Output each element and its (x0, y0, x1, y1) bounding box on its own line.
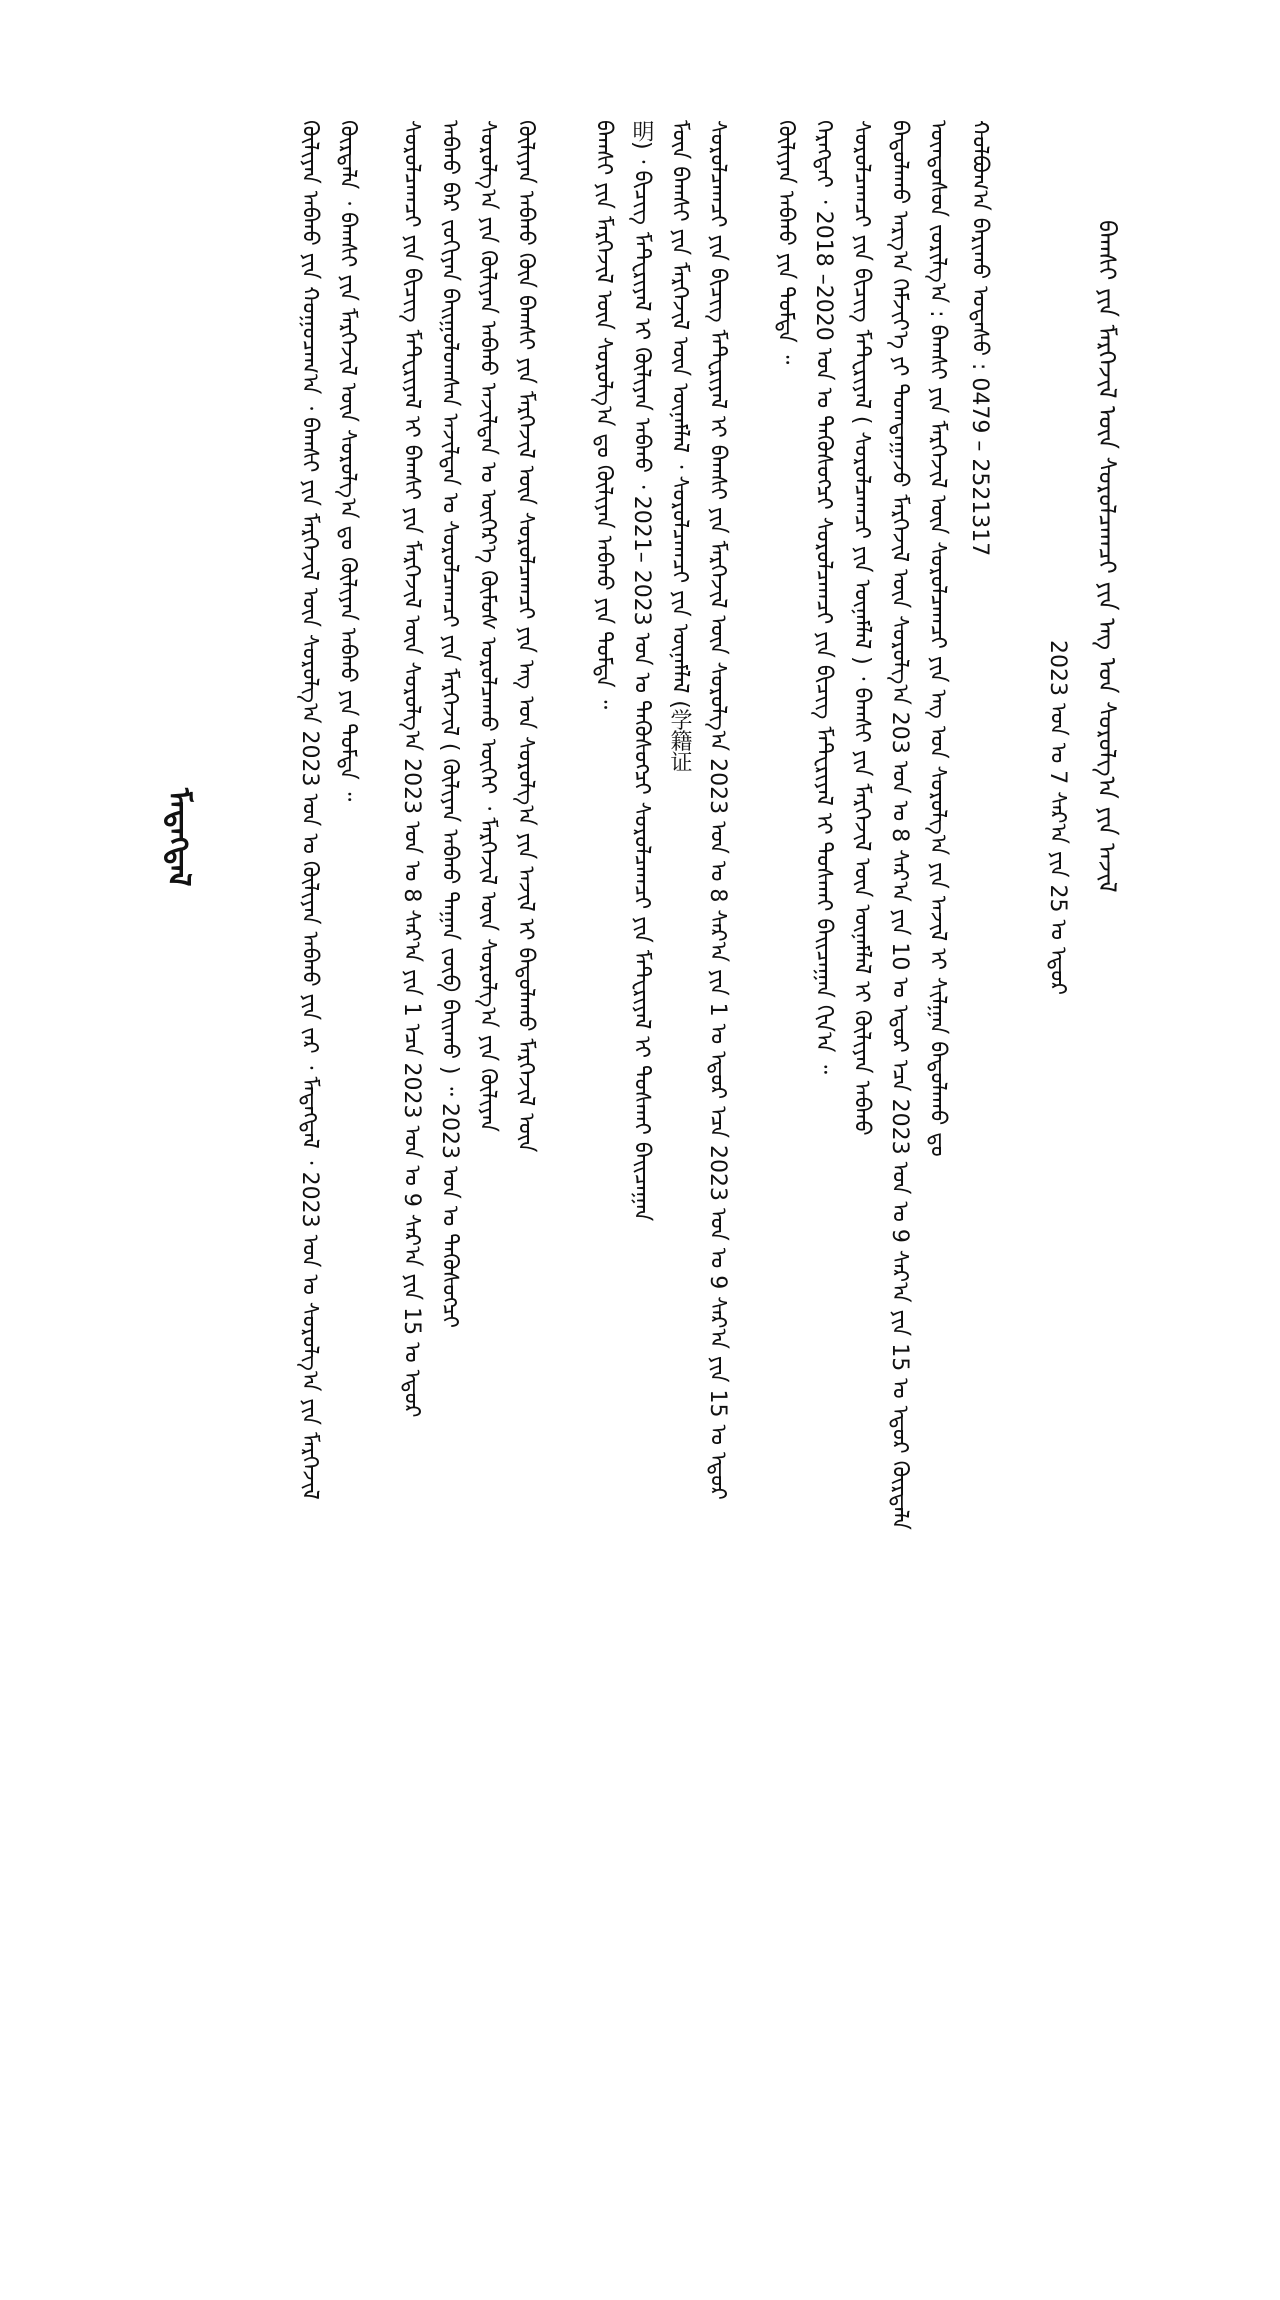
paragraph-1-line-1: ᠦᠨᠳᠦᠰᠦᠨ ᠵᠣᠷᠢᠯᠭ᠎ᠠ : ᠪᠠᠭᠰᠢ ᠶᠢᠨ ᠮᠡᠷᠭᠡᠵᠢᠯ ᠦᠨ ᠰᠤᠷᠤᠯᠴᠠᠭᠴᠢ ᠶᠢᠨ ᠡᠩ ᠤᠨ ᠰᠤᠷᠤᠯᠭ᠎ᠠ ᠶᠢᠨ ᠠᠵᠢᠯ ᠢ ᠰᠢᠯᠭᠠᠨ ᠪᠠᠲᠤᠯᠠᠬᠤ ᠳᠤ (925, 120, 950, 1157)
document-date: 2023 ᠣᠨ ᠤ 7 ᠰᠠᠷ᠎ᠠ ᠶᠢᠨ 25 ᠤ ᠡᠳᠦᠷ (1045, 640, 1070, 995)
signature-mark: ᠮᠡᠳᠡᠭᠳᠡᠯ (161, 788, 196, 887)
paragraph-1-line-2: ᠪᠠᠲᠤᠯᠠᠬᠤ ᠠᠷᠭ᠎ᠠ ᠬᠡᠮᠵᠢᠶ᠎ᠡ ᠶᠢ ᠲᠣᠭᠲᠠᠭᠠᠵᠤ ᠮᠡᠷᠭᠡᠵᠢᠯ ᠦᠨ ᠰᠤᠷᠤᠯᠭ᠎ᠠ 203 ᠣᠨ ᠤ 8 ᠰᠠᠷ᠎ᠠ ᠶᠢᠨ 10 ᠤ ᠡᠳᠦᠷ ᠡᠴᠡ 2023 ᠣᠨ ᠤ 9 ᠰᠠᠷ᠎ᠠ ᠶᠢᠨ 15 ᠤ ᠡᠳᠦᠷ ᠬᠦᠷᠲᠡᠯᠡ (887, 120, 912, 1530)
paragraph-2-line-4: ᠪᠠᠭᠰᠢ ᠶᠢᠨ ᠮᠡᠷᠭᠡᠵᠢᠯ ᠦᠨ ᠰᠤᠷᠤᠯᠭ᠎ᠠ ᠳᠤ ᠬᠦᠯᠢᠶᠡᠨ ᠠᠪᠬᠤ ᠶᠢᠨ ᠳᠤᠮᠳᠠ ᠃ (591, 120, 616, 710)
paragraph-3-line-4: ᠰᠤᠷᠤᠯᠴᠠᠭᠴᠢ ᠶᠢᠨ ᠪᠢᠴᠢᠭ᠌ ᠮᠠᠲ᠋ᠧᠷᠢᠶᠠᠯ ᠢ ᠪᠠᠭᠰᠢ ᠶᠢᠨ ᠮᠡᠷᠭᠡᠵᠢᠯ ᠦᠨ ᠰᠤᠷᠤᠯᠭ᠎ᠠ 2023 ᠣᠨ ᠤ 8 ᠰᠠᠷ᠎ᠠ ᠶᠢᠨ 1 ᠡᠴᠡ 2023 ᠣᠨ ᠤ 9 ᠰᠠᠷ᠎ᠠ ᠶᠢᠨ 15 ᠤ ᠡᠳᠦᠷ (399, 120, 424, 1418)
paragraph-1-line-3: ᠰᠤᠷᠤᠯᠴᠠᠭᠴᠢ ᠶᠢᠨ ᠪᠢᠴᠢᠭ᠌ ᠮᠠᠲ᠋ᠧᠷᠢᠶᠠᠯ ( ᠰᠤᠷᠤᠯᠴᠠᠭᠴᠢ ᠶᠢᠨ ᠦᠨᠡᠮᠯᠡᠯ ) ᠂ ᠪᠠᠭᠰᠢ ᠶᠢᠨ ᠮᠡᠷᠭᠡᠵᠢᠯ ᠦᠨ ᠦᠨᠡᠮᠯᠡᠯ ᠢ ᠬᠦᠯᠢᠶᠡᠨ ᠠᠪᠬᠤ (849, 120, 874, 1136)
paragraph-3-line-1: ᠬᠦᠯᠢᠶᠡᠨ ᠠᠪᠬᠤ ᠬᠦᠨ ᠪᠠᠭᠰᠢ ᠶᠢᠨ ᠮᠡᠷᠭᠡᠵᠢᠯ ᠦᠨ ᠰᠤᠷᠤᠯᠴᠠᠭᠴᠢ ᠶᠢᠨ ᠡᠩ ᠤᠨ ᠰᠤᠷᠤᠯᠭ᠎ᠠ ᠶᠢᠨ ᠠᠵᠢᠯ ᠢ ᠪᠠᠲᠤᠯᠠᠬᠤ ᠮᠡᠷᠭᠡᠵᠢᠯ ᠦᠨ (513, 120, 538, 1153)
paragraph-3-line-3: ᠠᠪᠬᠤ ᠪᠠᠷ ᠵᠣᠬᠢᠶᠠᠨ ᠪᠠᠢᠭᠤᠯᠤᠭᠰᠠᠨ ᠠᠵᠢᠯᠲᠠᠨ ᠤ ᠰᠤᠷᠤᠯᠴᠠᠭᠴᠢ ᠶᠢᠨ ᠮᠡᠷᠭᠡᠵᠢᠯ ( ᠬᠦᠯᠢᠶᠡᠨ ᠠᠪᠬᠤ ᠳᠠᠭᠠᠨ ᠵᠥᠪ ᠪᠠᠢᠬᠤ ) ᠃ 2023 ᠣᠨ ᠤ ᠲᠡᠭᠦᠰᠦᠭᠴᠢ (437, 120, 462, 1329)
document-title: ᠪᠠᠭᠰᠢ ᠶᠢᠨ ᠮᠡᠷᠭᠡᠵᠢᠯ ᠦᠨ ᠰᠤᠷᠤᠯᠴᠠᠭᠴᠢ ᠶᠢᠨ ᠡᠩ ᠤᠨ ᠰᠤᠷᠤᠯᠭ᠎ᠠ ᠶᠢᠨ ᠠᠵᠢᠯ (1093, 220, 1121, 893)
paragraph-1-line-5: ᠬᠦᠯᠢᠶᠡᠨ ᠠᠪᠬᠤ ᠶᠢᠨ ᠳᠤᠮᠳᠠ ᠃ (773, 120, 798, 365)
contact-label: ᠬᠣᠯᠪᠣᠭ᠎ᠠ ᠪᠠᠷᠢᠬᠤ ᠤᠲᠠᠰᠤ : (967, 120, 992, 371)
paragraph-3-line-6: ᠬᠦᠯᠢᠶᠡᠨ ᠠᠪᠬᠤ ᠶᠢᠨ ᠬᠤᠭᠤᠴᠠᠭ᠎ᠠ ᠂ ᠪᠠᠭᠰᠢ ᠶᠢᠨ ᠮᠡᠷᠭᠡᠵᠢᠯ ᠦᠨ ᠰᠤᠷᠤᠯᠭ᠎ᠠ 2023 ᠣᠨ ᠤ ᠬᠦᠯᠢᠶᠡᠨ ᠠᠪᠬᠤ ᠶᠢᠨ ᠵᠠᠷ ᠂ ᠮᠡᠳᠡᠭᠳᠡᠯ ᠂ 2023 ᠣᠨ ᠤ ᠰᠤᠷᠤᠯᠭ᠎ᠠ ᠶᠢᠨ ᠮᠡᠷᠭᠡᠵᠢᠯ (297, 120, 322, 1500)
paragraph-2-line-1: ᠰᠤᠷᠤᠯᠴᠠᠭᠴᠢ ᠶᠢᠨ ᠪᠢᠴᠢᠭ᠌ ᠮᠠᠲ᠋ᠧᠷᠢᠶᠠᠯ ᠢ ᠪᠠᠭᠰᠢ ᠶᠢᠨ ᠮᠡᠷᠭᠡᠵᠢᠯ ᠦᠨ ᠰᠤᠷᠤᠯᠭ᠎ᠠ 2023 ᠣᠨ ᠤ 8 ᠰᠠᠷ᠎ᠠ ᠶᠢᠨ 1 ᠤ ᠡᠳᠦᠷ ᠡᠴᠡ 2023 ᠣᠨ ᠤ 9 ᠰᠠᠷ᠎ᠠ ᠶᠢᠨ 15 ᠤ ᠡᠳᠦᠷ (705, 120, 730, 1500)
paragraph-1-line-4: ᠬᠡᠷᠡᠭᠲᠡᠢ ᠂ 2018 –2020 ᠣᠨ ᠤ ᠲᠡᠭᠦᠰᠦᠭᠴᠢ ᠰᠤᠷᠤᠯᠴᠠᠭᠴᠢ ᠶᠢᠨ ᠪᠢᠴᠢᠭ᠌ ᠮᠠᠲ᠋ᠧᠷᠢᠶᠠᠯ ᠢ ᠲᠤᠰᠬᠠᠢ ᠪᠠᠢᠴᠠᠭᠠᠨ ᠬᠢᠨ᠎ᠠ ᠃ (811, 120, 836, 1074)
paragraph-2-line-2: ᠮᠥᠨ ᠪᠠᠭᠰᠢ ᠶᠢᠨ ᠮᠡᠷᠭᠡᠵᠢᠯ ᠦᠨ ᠦᠨᠡᠮᠯᠡᠯ ᠂ ᠰᠤᠷᠤᠯᠴᠠᠭᠴᠢ ᠶᠢᠨ ᠦᠨᠡᠮᠯᠡᠯ (学籍证 (667, 120, 692, 772)
paragraph-3-line-2: ᠰᠤᠷᠤᠯᠭ᠎ᠠ ᠶᠢᠨ ᠬᠦᠯᠢᠶᠡᠨ ᠠᠪᠬᠤ ᠠᠵᠢᠯᠲᠠᠨ ᠤ ᠦᠭᠡᠷ᠎ᠡ ᠬᠦᠮᠦᠰ ᠤᠷᠤᠯᠴᠠᠬᠤ ᠦᠭᠡᠢ ᠂ ᠮᠡᠷᠭᠡᠵᠢᠯ ᠦᠨ ᠰᠤᠷᠤᠯᠭ᠎ᠠ ᠶᠢᠨ ᠬᠦᠯᠢᠶᠡᠨ (475, 120, 500, 1133)
contact-phone: 0479 – 2521317 (967, 377, 992, 557)
contact-line (962, 120, 996, 1780)
paragraph-2-line-3: 明) ᠂ ᠪᠢᠴᠢᠭ᠌ ᠮᠠᠲ᠋ᠧᠷᠢᠶᠠᠯ ᠢ ᠬᠦᠯᠢᠶᠡᠨ ᠠᠪᠬᠤ ᠂ 2021– 2023 ᠣᠨ ᠤ ᠲᠡᠭᠦᠰᠦᠭᠴᠢ ᠰᠤᠷᠤᠯᠴᠠᠭᠴᠢ ᠶᠢᠨ ᠮᠠᠲ᠋ᠧᠷᠢᠶᠠᠯ ᠢ ᠲᠤᠰᠬᠠᠢ ᠪᠠᠢᠴᠠᠭᠠᠨ (629, 120, 654, 1222)
paragraph-3-line-5: ᠬᠦᠷᠲᠡᠯᠡ ᠂ ᠪᠠᠭᠰᠢ ᠶᠢᠨ ᠮᠡᠷᠭᠡᠵᠢᠯ ᠦᠨ ᠰᠤᠷᠤᠯᠭ᠎ᠠ ᠳᠤ ᠬᠦᠯᠢᠶᠡᠨ ᠠᠪᠬᠤ ᠶᠢᠨ ᠳᠤᠮᠳᠠ ᠃ (335, 120, 360, 802)
